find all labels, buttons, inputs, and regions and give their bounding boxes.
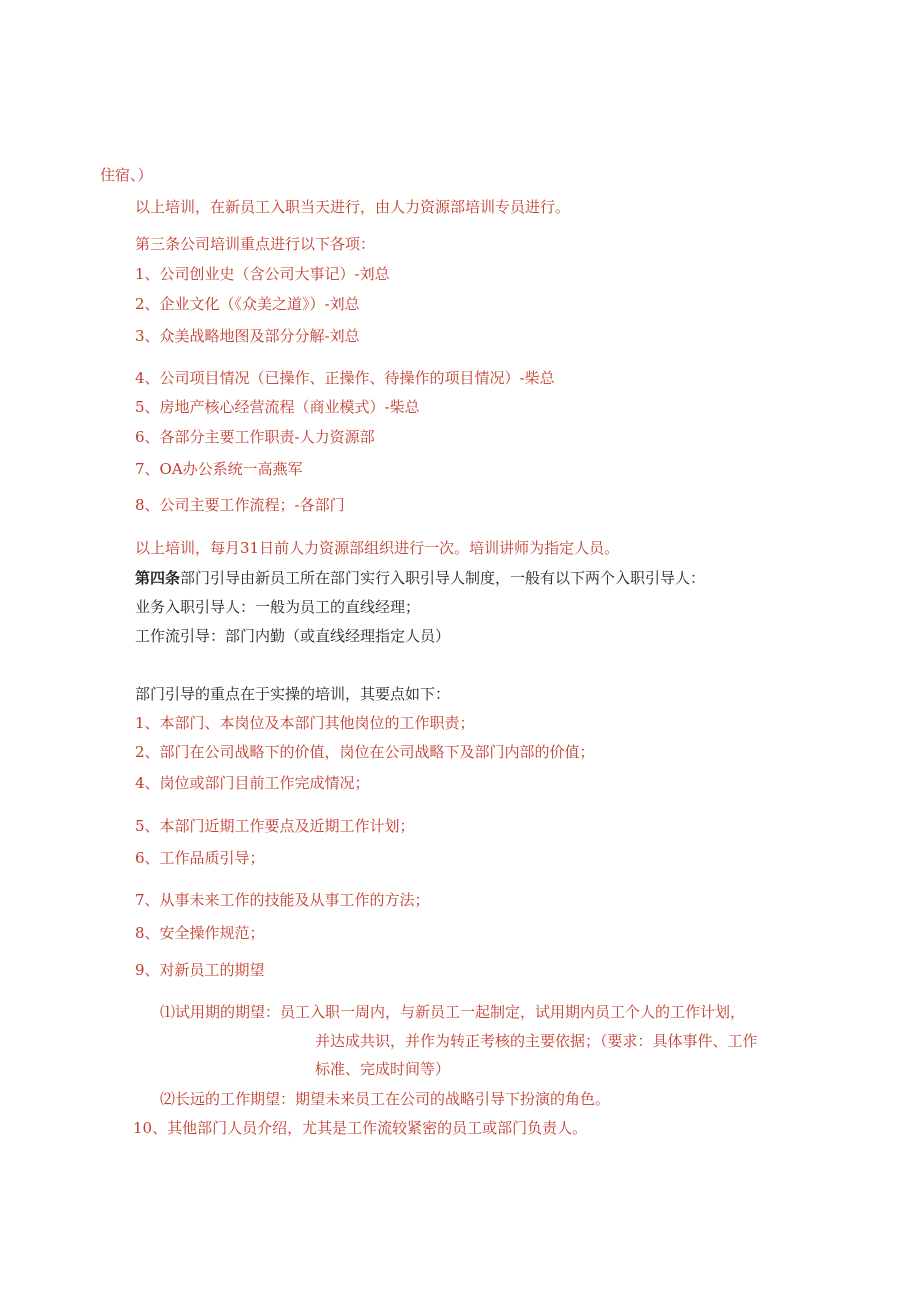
list-item: 3、众美战略地图及部分分解-刘总 bbox=[135, 327, 360, 345]
list-item: 6、工作品质引导； bbox=[135, 849, 265, 867]
text-line-workflow-guide: 工作流引导：部门内勤（或直线经理指定人员） bbox=[135, 627, 451, 645]
list-item: 4、公司项目情况（已操作、正操作、待操作的项目情况）-柴总 bbox=[135, 369, 555, 387]
text-line-business-guide: 业务入职引导人：一般为员工的直线经理； bbox=[135, 598, 421, 616]
text-line-accommodation: 住宿、） bbox=[100, 166, 153, 184]
text-line-training-timing: 以上培训，在新员工入职当天进行，由人力资源部培训专员进行。 bbox=[135, 198, 571, 216]
sub-item-probation-continued-2: 标准、完成时间等） bbox=[315, 1060, 451, 1078]
list-item: 5、本部门近期工作要点及近期工作计划； bbox=[135, 817, 415, 835]
list-item: 8、安全操作规范； bbox=[135, 924, 265, 942]
list-item: 5、房地产核心经营流程（商业模式）-柴总 bbox=[135, 398, 420, 416]
list-item: 10、其他部门人员介绍，尤其是工作流较紧密的员工或部门负责人。 bbox=[133, 1119, 588, 1137]
list-item: 7、从事未来工作的技能及从事工作的方法； bbox=[135, 891, 430, 909]
list-item: 2、部门在公司战略下的价值，岗位在公司战略下及部门内部的价值； bbox=[135, 743, 595, 761]
list-item: 1、本部门、本岗位及本部门其他岗位的工作职责； bbox=[135, 714, 475, 732]
list-item: 6、各部分主要工作职责-人力资源部 bbox=[135, 428, 375, 446]
article-four-heading bbox=[135, 568, 705, 588]
sub-item-long-term-expectation: ⑵长远的工作期望：期望未来员工在公司的战略引导下扮演的角色。 bbox=[160, 1090, 611, 1108]
text-line-monthly-training: 以上培训，每月31日前人力资源部组织进行一次。培训讲师为指定人员。 bbox=[135, 539, 620, 557]
article-four-label: 第四条 bbox=[135, 569, 181, 587]
list-item: 4、岗位或部门目前工作完成情况； bbox=[135, 774, 370, 792]
sub-item-probation-continued: 并达成共识，并作为转正考核的主要依据；（要求：具体事件、工作 bbox=[315, 1032, 758, 1050]
list-item: 1、公司创业史（含公司大事记）-刘总 bbox=[135, 265, 390, 283]
list-item: 7、OA办公系统一高燕军 bbox=[135, 460, 303, 478]
text-line-guide-focus: 部门引导的重点在于实操的培训，其要点如下： bbox=[135, 685, 451, 703]
sub-item-probation-expectation: ⑴试用期的期望：员工入职一周内，与新员工一起制定，试用期内员工个人的工作计划， bbox=[160, 1003, 746, 1021]
list-item: 2、企业文化（《众美之道》）-刘总 bbox=[135, 295, 360, 313]
list-item: 8、公司主要工作流程；-各部门 bbox=[135, 496, 345, 514]
article-four-text: 部门引导由新员工所在部门实行入职引导人制度，一般有以下两个入职引导人： bbox=[180, 569, 706, 587]
article-three-heading: 第三条公司培训重点进行以下各项： bbox=[135, 235, 376, 253]
list-item: 9、对新员工的期望 bbox=[135, 961, 265, 979]
